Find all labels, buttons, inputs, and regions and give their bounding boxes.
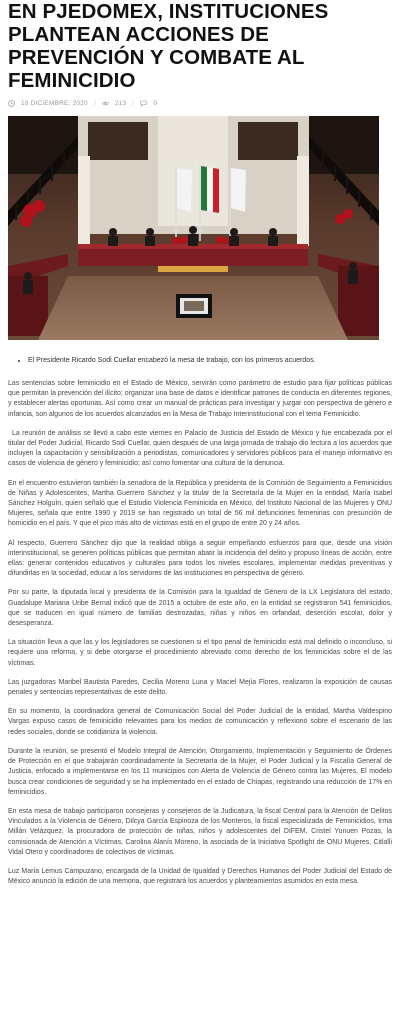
article-paragraph: Por su parte, la diputada local y presidenta de la Comisión para la Igualdad de Género de la LX Legislatura del estado, Guadalupe Mariana Uribe Bernal indicó que de 2015 a octubre de este año, en la entidad se registraron 541 feminicidios, que se traducen en igual número de familias destrozadas, niñas y niños en orfandad, deserción escolar, dolor y desesperanza. bbox=[8, 589, 392, 628]
article-meta bbox=[8, 100, 392, 107]
article-paragraph: En esta mesa de trabajo participaron consejeras y consejeros de la Judicatura, la fiscal Central para la Atención de Delitos Vinculados a la Violencia de Género, Dilcya García Espinoza de los Monteros, la fiscal especializada de Feminicidios, Irma Millán Velázquez, la procuradora de protección de niñas, niños y adolescentes del DIFEM, Cristel Yunuen Pozas, la comisionada de Atención a Víctimas, Carolina Alanís Moreno, la asociada de la Iniciativa Spotlight de ONU Mujeres, Citlalli Vidal Otero y coordinadores de colectivos de víctimas. bbox=[8, 807, 392, 856]
article-paragraph: Durante la reunión, se presentó el Modelo Integral de Atención, Otorgamiento, Implementación y Seguimiento de Órdenes de Protección en el que trabajarán coordinadamente la Secretaría de la Mujer, el Poder Judicial y la Fiscalía General de Justicia, enfocado a implementarse en los 11 municipios con Alerta de Violencia de Género contra las Mujeres. El modelo busca crear condiciones de seguridad y se ha implementado en el estado de Chiapas, registrando una reducción de 17% en feminicidios. bbox=[8, 747, 392, 796]
article-paragraph: La situación lleva a que las y los legisladores se cuestionen si el tipo penal de feminicidio está mal definido o inconcluso, si requiere una reforma, y si debe otorgarse el procedimiento abreviado como derecho de los feminicidas sobre el de las víctimas. bbox=[8, 639, 392, 667]
article-body bbox=[8, 379, 392, 887]
article-views: 213 bbox=[114, 100, 127, 107]
eye-icon bbox=[102, 100, 109, 107]
meta-separator: / bbox=[132, 100, 135, 107]
article-paragraph: La reunión de análisis se llevó a cabo este viernes en Palacio de Justicia del Estado de México y fue encabezada por el titular del Poder Judicial, Ricardo Sodi Cuellar, quien después de una larga jornada de trabajo dio lectura a los acuerdos que incluyen la capacitación y sensibilización a periodistas, comunicadores y servidores públicos para el manejo informativo en casos de violencia de género y feminicidio; así como fomentar una cultura de la denuncia. bbox=[8, 429, 392, 468]
article-paragraph: En su momento, la coordinadora general de Comunicación Social del Poder Judicial de la entidad, Martha Valdespino Vargas expuso casos de feminicidio relevantes para los medios de comunicación y reflexionó sobre el escenario de las redes sociales, donde se cotidianiza la violencia. bbox=[8, 708, 392, 736]
article-summary-item: • El Presidente Ricardo Sodi Cuellar encabezó la mesa de trabajo, con los primeros acuerdos. bbox=[28, 356, 392, 366]
comment-icon[interactable] bbox=[140, 100, 147, 107]
article-comments-count[interactable]: 0 bbox=[153, 100, 158, 107]
meeting-hall-photo bbox=[8, 116, 379, 340]
meta-separator: / bbox=[93, 100, 96, 107]
article-date: 18 DICIEMBRE, 2020 bbox=[21, 100, 88, 107]
article-summary-list bbox=[8, 356, 392, 366]
article-paragraph: Las sentencias sobre feminicidio en el Estado de México, servirán como parámetro de estudio para fijar políticas públicas que permitan la prevención del ilícito; organizar una base de datos e identificar patrones de conducta en diferentes regiones, y establecer alertas oportunas. Así como crear un manual de prácticas para investigar y juzgar con perspectiva de género e infancia, son algunos de los acuerdos alcanzados en la Mesa de Trabajo Interinstitucional con el tema Feminicidio. bbox=[8, 380, 392, 418]
article-paragraph: Las juzgadoras Maribel Bautista Paredes, Cecilia Moreno Luna y Maciel Mejía Flores, realizaron la exposición de causas penales y sentencias representativas de este delito. bbox=[8, 678, 392, 697]
article-paragraph: Luz María Lemus Campuzano, encargada de la Unidad de Igualdad y Derechos Humanos del Poder Judicial del Estado de México anunció la edición de una memoria, que registrará los acuerdos y planteamientos asumidos en esta mesa. bbox=[8, 867, 392, 886]
clock-icon bbox=[8, 100, 15, 107]
article-paragraph: En el encuentro estuvieron también la senadora de la República y presidenta de la Comisión de Seguimiento a Feminicidios de Niñas y Adolescentes, Martha Guerrero Sánchez y la titular de la Secretaría de la Mujer en la entidad, María Isabel Sánchez Holguín, quien señaló que el Estudio Violencia Feminicida en México, del Instituto Nacional de las Mujeres y ONU Mujeres, señala que entre 1990 y 2019 se han registrado un total de 56 mil defunciones femeninas con presunción de homicidio en el país. Y que el pico más alto de víctimas está en el grupo de entre 20 y 24 años. bbox=[8, 479, 392, 528]
article-paragraph: Al respecto, Guerrero Sánchez dijo que la realidad obliga a seguir empeñando esfuerzos para que, desde una visión interinstitucional, se generen políticas públicas que permitan abatir la incidencia del delito y propuso líneas de acción, entre ellas: generar contenidos educativos y culturales para todos los niveles escolares, implementar medidas preventivas y difundirlas en la sociedad, educar a los servidores de las instituciones en perspectiva de género. bbox=[8, 539, 392, 578]
article-photo bbox=[8, 116, 379, 340]
article-title: EN PJEDOMEX, INSTITUCIONES PLANTEAN ACCIONES DE PREVENCIÓN Y COMBATE AL FEMINICIDIO bbox=[8, 0, 329, 92]
